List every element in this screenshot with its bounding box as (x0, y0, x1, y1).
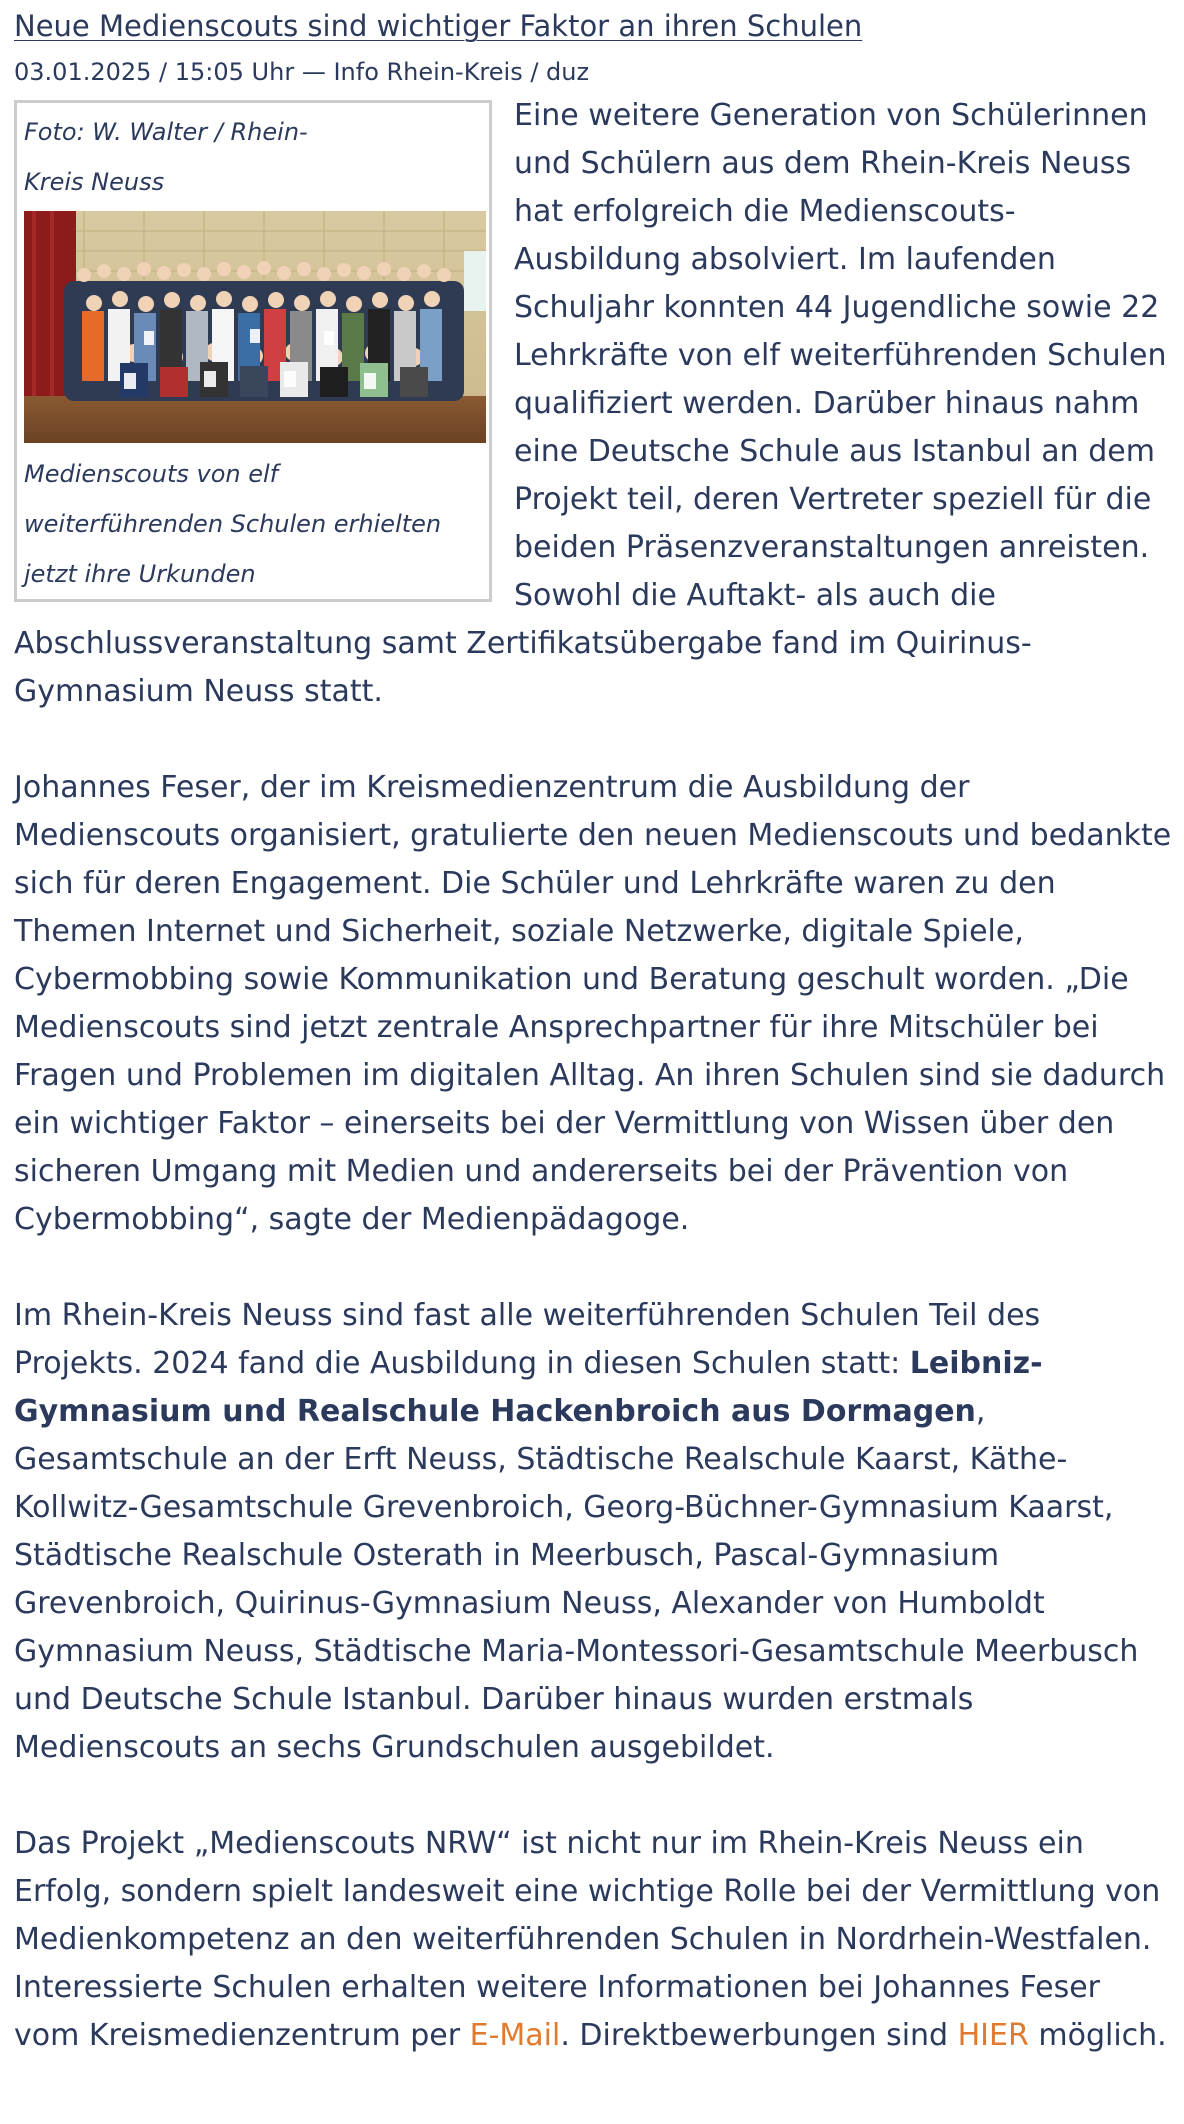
paragraph-4-middle: . Direktbewerbungen sind (560, 2018, 958, 2053)
application-link[interactable]: HIER (957, 2018, 1029, 2053)
paragraph-4 (14, 1820, 1172, 2060)
paragraph-4-end: möglich. (1028, 2018, 1167, 2053)
paragraph-2: Johannes Feser, der im Kreismedienzentrum die Ausbildung der Medienscouts organisiert, gratulierte den neuen Medienscouts und bedankte sich für deren Engagement. Die Schüler und Lehrkräfte waren zu den Themen Internet und Sicherheit, soziale Netzwerke, digitale Spiele, Cybermobbing sowie Kommunikation und Beratung geschult worden. „Die Medienscouts sind jetzt zentrale Ansprechpartner für ihre Mitschüler bei Fragen und Problemen im digitalen Alltag. An ihren Schulen sind sie dadurch ein wichtiger Faktor – einerseits bei der Vermittlung von Wissen über den sicheren Umgang mit Medien und andererseits bei der Prävention von Cybermobbing“, sagte der Medienpädagoge. (14, 770, 1172, 1237)
paragraph-1: Eine weitere Generation von Schülerinnen und Schülern aus dem Rhein-Kreis Neuss hat erfolgreich die Medienscouts-Ausbildung absolviert. Im laufenden Schuljahr konnten 44 Jugendliche sowie 22 Lehrkräfte von elf weiterführenden Schulen qualifiziert werden. Darüber hinaus nahm eine Deutsche Schule aus Istanbul an dem Projekt teil, deren Vertreter speziell für die beiden Präsenzveranstaltungen anreisten. Sowohl die Auftakt- als auch die Abschlussveranstaltung samt Zertifikatsübergabe fand im Quirinus-Gymnasium Neuss statt. (14, 98, 1167, 709)
photo-credit: Foto: W. Walter / Rhein-Kreis Neuss (24, 118, 308, 196)
paragraph-3-rest: , Gesamtschule an der Erft Neuss, Städtische Realschule Kaarst, Käthe-Kollwitz-Gesamtschule Grevenbroich, Georg-Büchner-Gymnasium Kaarst, Städtische Realschule Osterath in Meerbusch, Pascal-Gymnasium Grevenbroich, Quirinus-Gymnasium Neuss, Alexander von Humboldt Gymnasium Neuss, Städtische Maria-Montessori-Gesamtschule Meerbusch und Deutsche Schule Istanbul. Darüber hinaus wurden erstmals Medienscouts an sechs Grundschulen ausgebildet. (14, 1394, 1139, 1765)
email-link[interactable]: E-Mail (469, 2018, 561, 2053)
article-figure (14, 100, 492, 602)
article-body (14, 92, 1172, 2060)
photo-caption: Medienscouts von elf weiterführenden Schulen erhielten jetzt ihre Urkunden (24, 460, 442, 588)
article-title-link[interactable]: Neue Medienscouts sind wichtiger Faktor an ihren Schulen (14, 9, 863, 43)
paragraph-3-highlight: Leibniz-Gymnasium und Realschule Hackenbroich aus Dormagen (14, 1346, 1043, 1429)
paragraph-3-intro: Im Rhein-Kreis Neuss sind fast alle weiterführenden Schulen Teil des Projekts. 2024 fand die Ausbildung in diesen Schulen statt: (14, 1298, 1041, 1381)
group-photo (24, 211, 486, 443)
paragraph-3 (14, 1292, 1172, 1772)
article-meta: 03.01.2025 / 15:05 Uhr — Info Rhein-Kreis / duz (14, 58, 590, 86)
paragraph-4-intro: Das Projekt „Medienscouts NRW“ ist nicht nur im Rhein-Kreis Neuss ein Erfolg, sondern spielt landesweit eine wichtige Rolle bei der Vermittlung von Medienkompetenz an den weiterführenden Schulen in Nordrhein-Westfalen. Interessierte Schulen erhalten weitere Informationen bei Johannes Feser vom Kreismedienzentrum per (14, 1826, 1161, 2053)
